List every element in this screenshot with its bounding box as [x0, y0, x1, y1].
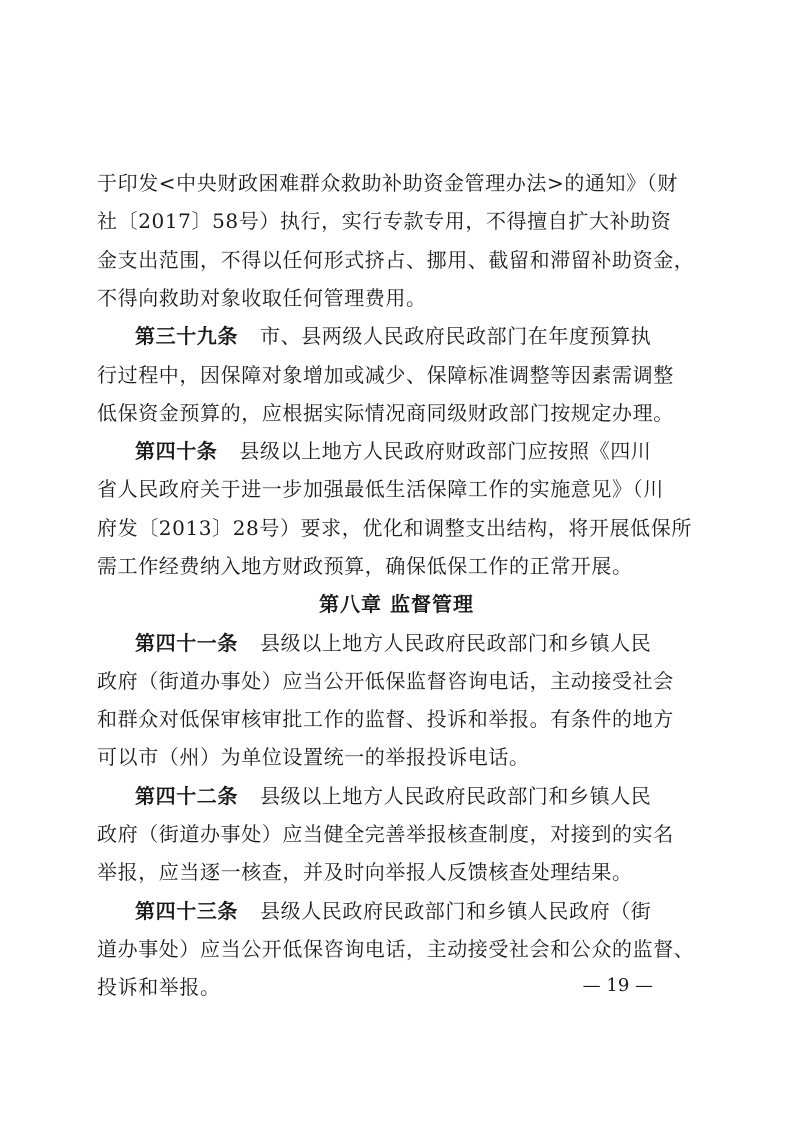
chapter-heading: 第八章 监督管理	[319, 592, 474, 616]
text-line: 金支出范围，不得以任何形式挤占、挪用、截留和滞留补助资金，	[97, 248, 695, 272]
article-39-label: 第三十九条	[135, 324, 238, 348]
text-line: 县级以上地方人民政府民政部门和乡镇人民	[260, 784, 652, 808]
text-line: 需工作经费纳入地方财政预算，确保低保工作的正常开展。	[97, 554, 633, 578]
text-line: 行过程中，因保障对象增加或减少、保障标准调整等因素需调整	[97, 363, 674, 387]
text-line: 府发〔2013〕28号）要求，优化和调整支出结构，将开展低保所	[97, 516, 692, 540]
text-line: 市、县两级人民政府民政部门在年度预算执	[260, 324, 652, 348]
text-line: 可以市（州）为单位设置统一的举报投诉电话。	[97, 745, 530, 769]
article-43-label: 第四十三条	[135, 899, 238, 923]
text-line: 政府（街道办事处）应当公开低保监督咨询电话，主动接受社会	[97, 669, 674, 693]
article-41-first-line	[135, 623, 697, 663]
text-line: 县级以上地方人民政府财政部门应按照《四川	[239, 439, 652, 463]
article-42-label: 第四十二条	[135, 784, 238, 808]
article-39-first-line	[135, 316, 697, 356]
article-43-first-line	[135, 891, 697, 931]
text-line: 于印发<中央财政困难群众救助补助资金管理办法>的通知》（财	[97, 171, 678, 195]
article-42-first-line	[135, 776, 697, 816]
text-line: 投诉和举报。	[97, 975, 221, 999]
article-40-label: 第四十条	[135, 439, 218, 463]
text-line: 不得向救助对象收取任何管理费用。	[97, 286, 427, 310]
text-line: 低保资金预算的，应根据实际情况商同级财政部门按规定办理。	[97, 401, 674, 425]
page-number: — 19 —	[582, 975, 653, 996]
text-line: 社〔2017〕58号）执行，实行专款专用，不得擅自扩大补助资	[97, 209, 672, 233]
text-line: 省人民政府关于进一步加强最低生活保障工作的实施意见》（川	[97, 477, 664, 501]
article-40-first-line	[135, 431, 697, 471]
text-line: 县级人民政府民政部门和乡镇人民政府（街	[260, 899, 652, 923]
text-line: 举报，应当逐一核查，并及时向举报人反馈核查处理结果。	[97, 860, 633, 884]
text-line: 和群众对低保审核审批工作的监督、投诉和举报。有条件的地方	[97, 707, 674, 731]
text-line: 道办事处）应当公开低保咨询电话，主动接受社会和公众的监督、	[97, 937, 695, 961]
text-line: 政府（街道办事处）应当健全完善举报核查制度，对接到的实名	[97, 822, 674, 846]
article-41-label: 第四十一条	[135, 631, 238, 655]
text-line: 县级以上地方人民政府民政部门和乡镇人民	[260, 631, 652, 655]
